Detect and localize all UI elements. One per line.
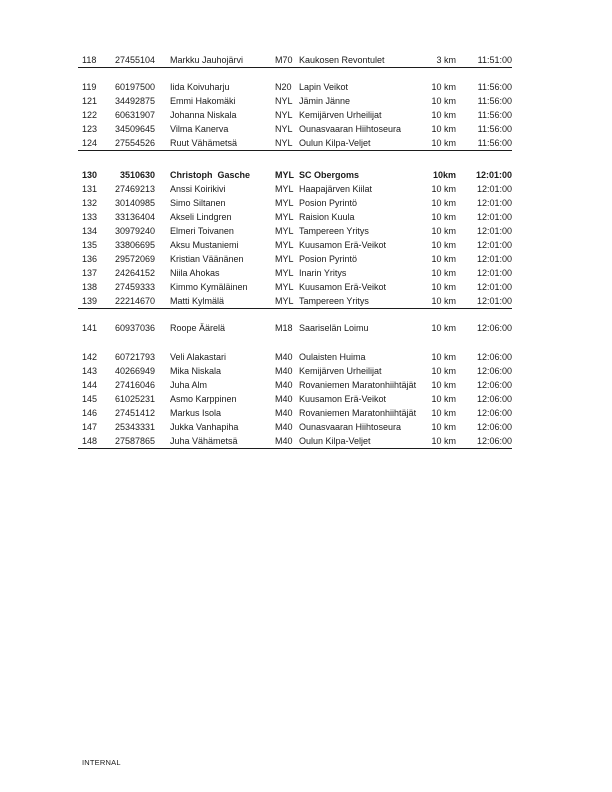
distance-cell: 10 km xyxy=(431,408,456,418)
bib-cell: 136 xyxy=(82,254,98,264)
club-cell: Tampereen Yritys xyxy=(299,296,369,306)
table-row xyxy=(78,406,512,420)
license-number-cell: 3510630 xyxy=(119,170,155,180)
athlete-name-cell: Markus Isola xyxy=(170,408,222,418)
table-row xyxy=(78,108,512,122)
athlete-name-cell: Niila Ahokas xyxy=(170,268,220,278)
category-cell: MYL xyxy=(275,254,294,264)
license-number-cell: 60937036 xyxy=(114,323,155,333)
category-cell: M18 xyxy=(275,323,293,333)
start-time-cell: 12:01:00 xyxy=(476,184,512,194)
distance-cell: 10 km xyxy=(431,96,456,106)
start-time-cell: 12:01:00 xyxy=(475,170,512,180)
bib-cell: 133 xyxy=(82,212,98,222)
club-cell: Rovaniemen Maratonhiihtäjät xyxy=(299,408,417,418)
bib-cell: 145 xyxy=(82,394,98,404)
athlete-name-cell: Kimmo Kymäläinen xyxy=(170,282,248,292)
athlete-name-cell: Elmeri Toivanen xyxy=(170,226,234,236)
distance-cell: 10 km xyxy=(431,282,456,292)
license-number-cell: 27469213 xyxy=(114,184,155,194)
athlete-name-cell: Veli Alakastari xyxy=(170,352,227,362)
club-cell: Lapin Veikot xyxy=(299,82,349,92)
table-row xyxy=(78,266,512,280)
table-row xyxy=(78,210,512,224)
table-row xyxy=(78,168,512,182)
athlete-name-cell: Markku Jauhojärvi xyxy=(170,55,244,65)
bib-cell: 131 xyxy=(82,184,98,194)
distance-cell: 10 km xyxy=(431,422,456,432)
bib-cell: 146 xyxy=(82,408,98,418)
category-cell: MYL xyxy=(275,212,294,222)
table-row xyxy=(78,434,512,448)
table-row xyxy=(78,364,512,378)
distance-cell: 10 km xyxy=(431,268,456,278)
table-row xyxy=(78,136,512,150)
athlete-name-cell: Simo Siltanen xyxy=(170,198,226,208)
license-number-cell: 29572069 xyxy=(114,254,155,264)
start-time-cell: 12:06:00 xyxy=(476,366,512,376)
club-cell: Kaukosen Revontulet xyxy=(299,55,385,65)
category-cell: MYL xyxy=(275,226,294,236)
category-cell: NYL xyxy=(275,96,293,106)
athlete-name-cell: Johanna Niskala xyxy=(170,110,237,120)
athlete-name-cell: Roope Äärelä xyxy=(170,323,226,333)
distance-cell: 10 km xyxy=(431,296,456,306)
license-number-cell: 27451412 xyxy=(114,408,155,418)
category-cell: M70 xyxy=(275,55,293,65)
distance-cell: 10 km xyxy=(431,226,456,236)
athlete-name-cell: Juha Alm xyxy=(170,380,208,390)
distance-cell: 10 km xyxy=(431,184,456,194)
club-cell: Jämin Jänne xyxy=(299,96,351,106)
club-cell: Ounasvaaran Hiihtoseura xyxy=(299,422,402,432)
distance-cell: 10 km xyxy=(431,394,456,404)
table-row xyxy=(78,196,512,210)
bib-cell: 148 xyxy=(82,436,98,446)
start-time-cell: 12:01:00 xyxy=(476,198,512,208)
start-time-cell: 12:01:00 xyxy=(476,240,512,250)
distance-cell: 10 km xyxy=(431,198,456,208)
category-cell: MYL xyxy=(275,296,294,306)
start-group xyxy=(78,53,512,68)
license-number-cell: 60631907 xyxy=(114,110,155,120)
athlete-name-cell: Asmo Karppinen xyxy=(170,394,237,404)
start-time-cell: 11:56:00 xyxy=(477,82,512,92)
distance-cell: 10km xyxy=(432,170,456,180)
start-time-cell: 12:06:00 xyxy=(476,436,512,446)
athlete-name-cell: Mika Niskala xyxy=(170,366,222,376)
club-cell: Kuusamon Erä-Veikot xyxy=(299,394,387,404)
start-time-cell: 12:06:00 xyxy=(476,394,512,404)
club-cell: Kemijärven Urheilijat xyxy=(299,366,382,376)
category-cell: M40 xyxy=(275,394,293,404)
start-group xyxy=(78,321,512,335)
table-row xyxy=(78,252,512,266)
athlete-name-cell: Emmi Hakomäki xyxy=(170,96,236,106)
bib-cell: 147 xyxy=(82,422,98,432)
category-cell: NYL xyxy=(275,138,293,148)
start-time-cell: 12:01:00 xyxy=(476,282,512,292)
category-cell: MYL xyxy=(275,268,294,278)
table-row xyxy=(78,294,512,308)
category-cell: NYL xyxy=(275,110,293,120)
table-row xyxy=(78,224,512,238)
license-number-cell: 27455104 xyxy=(114,55,155,65)
license-number-cell: 27587865 xyxy=(114,436,155,446)
distance-cell: 10 km xyxy=(431,352,456,362)
license-number-cell: 27554526 xyxy=(114,138,155,148)
license-number-cell: 33806695 xyxy=(114,240,155,250)
start-time-cell: 11:56:00 xyxy=(477,110,512,120)
club-cell: Oulaisten Huima xyxy=(299,352,366,362)
start-time-cell: 12:01:00 xyxy=(476,254,512,264)
start-time-cell: 12:01:00 xyxy=(476,226,512,236)
license-number-cell: 22214670 xyxy=(114,296,155,306)
bib-cell: 121 xyxy=(82,96,98,106)
athlete-name-cell: Juha Vähämetsä xyxy=(170,436,238,446)
start-group xyxy=(78,80,512,151)
bib-cell: 141 xyxy=(82,323,98,333)
start-time-cell: 11:51:00 xyxy=(477,55,512,65)
club-cell: SC Obergoms xyxy=(299,170,360,180)
club-cell: Saariselän Loimu xyxy=(299,323,369,333)
start-time-cell: 12:06:00 xyxy=(476,422,512,432)
category-cell: M40 xyxy=(275,380,293,390)
start-time-cell: 12:06:00 xyxy=(476,323,512,333)
bib-cell: 122 xyxy=(82,110,98,120)
distance-cell: 10 km xyxy=(431,436,456,446)
category-cell: MYL xyxy=(275,198,294,208)
bib-cell: 138 xyxy=(82,282,98,292)
bib-cell: 118 xyxy=(82,55,97,65)
distance-cell: 10 km xyxy=(431,366,456,376)
distance-cell: 10 km xyxy=(431,380,456,390)
athlete-name-cell: Christoph Gasche xyxy=(170,170,251,180)
bib-cell: 137 xyxy=(82,268,98,278)
start-time-cell: 11:56:00 xyxy=(477,96,512,106)
start-time-cell: 12:06:00 xyxy=(476,408,512,418)
license-number-cell: 27459333 xyxy=(114,282,155,292)
distance-cell: 10 km xyxy=(431,82,456,92)
category-cell: MYL xyxy=(275,170,294,180)
footer-internal-label: INTERNAL xyxy=(82,758,121,767)
distance-cell: 3 km xyxy=(436,55,456,65)
distance-cell: 10 km xyxy=(431,124,456,134)
category-cell: N20 xyxy=(275,82,292,92)
club-cell: Posion Pyrintö xyxy=(299,254,358,264)
license-number-cell: 34492875 xyxy=(114,96,155,106)
license-number-cell: 30979240 xyxy=(114,226,155,236)
bib-cell: 134 xyxy=(82,226,98,236)
category-cell: M40 xyxy=(275,352,293,362)
category-cell: NYL xyxy=(275,124,293,134)
license-number-cell: 27416046 xyxy=(114,380,155,390)
distance-cell: 10 km xyxy=(431,110,456,120)
athlete-name-cell: Matti Kylmälä xyxy=(170,296,225,306)
club-cell: Inarin Yritys xyxy=(299,268,347,278)
club-cell: Kuusamon Erä-Veikot xyxy=(299,282,387,292)
table-row xyxy=(78,182,512,196)
license-number-cell: 33136404 xyxy=(114,212,155,222)
bib-cell: 143 xyxy=(82,366,98,376)
category-cell: M40 xyxy=(275,422,293,432)
license-number-cell: 24264152 xyxy=(114,268,155,278)
club-cell: Kemijärven Urheilijat xyxy=(299,110,382,120)
license-number-cell: 30140985 xyxy=(114,198,155,208)
category-cell: MYL xyxy=(275,184,294,194)
license-number-cell: 61025231 xyxy=(114,394,155,404)
table-row xyxy=(78,280,512,294)
distance-cell: 10 km xyxy=(431,212,456,222)
license-number-cell: 34509645 xyxy=(114,124,155,134)
athlete-name-cell: Kristian Väänänen xyxy=(170,254,244,264)
club-cell: Oulun Kilpa-Veljet xyxy=(299,138,371,148)
table-row xyxy=(78,378,512,392)
distance-cell: 10 km xyxy=(431,138,456,148)
table-row xyxy=(78,321,512,335)
bib-cell: 142 xyxy=(82,352,98,362)
category-cell: M40 xyxy=(275,436,293,446)
distance-cell: 10 km xyxy=(431,254,456,264)
bib-cell: 132 xyxy=(82,198,98,208)
table-row xyxy=(78,392,512,406)
start-time-cell: 11:56:00 xyxy=(477,124,512,134)
club-cell: Raision Kuula xyxy=(299,212,355,222)
athlete-name-cell: Ruut Vähämetsä xyxy=(170,138,238,148)
start-time-cell: 12:01:00 xyxy=(476,212,512,222)
category-cell: MYL xyxy=(275,282,294,292)
start-time-cell: 12:01:00 xyxy=(476,268,512,278)
start-list-table xyxy=(78,53,512,449)
table-row xyxy=(78,238,512,252)
bib-cell: 130 xyxy=(82,170,98,180)
athlete-name-cell: Aksu Mustaniemi xyxy=(170,240,239,250)
license-number-cell: 60197500 xyxy=(114,82,155,92)
start-time-cell: 11:56:00 xyxy=(477,138,512,148)
table-row xyxy=(78,80,512,94)
bib-cell: 139 xyxy=(82,296,98,306)
bib-cell: 124 xyxy=(82,138,98,148)
category-cell: MYL xyxy=(275,240,294,250)
bib-cell: 119 xyxy=(82,82,97,92)
category-cell: M40 xyxy=(275,366,293,376)
start-group xyxy=(78,168,512,309)
athlete-name-cell: Jukka Vanhapiha xyxy=(170,422,239,432)
club-cell: Rovaniemen Maratonhiihtäjät xyxy=(299,380,417,390)
club-cell: Haapajärven Kiilat xyxy=(299,184,373,194)
athlete-name-cell: Anssi Koirikivi xyxy=(170,184,226,194)
start-time-cell: 12:06:00 xyxy=(476,352,512,362)
club-cell: Ounasvaaran Hiihtoseura xyxy=(299,124,402,134)
bib-cell: 135 xyxy=(82,240,98,250)
table-row xyxy=(78,420,512,434)
license-number-cell: 25343331 xyxy=(114,422,155,432)
bib-cell: 144 xyxy=(82,380,98,390)
table-row xyxy=(78,94,512,108)
table-row xyxy=(78,53,512,67)
distance-cell: 10 km xyxy=(431,240,456,250)
club-cell: Kuusamon Erä-Veikot xyxy=(299,240,387,250)
club-cell: Tampereen Yritys xyxy=(299,226,369,236)
club-cell: Oulun Kilpa-Veljet xyxy=(299,436,371,446)
bib-cell: 123 xyxy=(82,124,98,134)
license-number-cell: 40266949 xyxy=(114,366,155,376)
start-time-cell: 12:01:00 xyxy=(476,296,512,306)
club-cell: Posion Pyrintö xyxy=(299,198,358,208)
distance-cell: 10 km xyxy=(431,323,456,333)
start-time-cell: 12:06:00 xyxy=(476,380,512,390)
license-number-cell: 60721793 xyxy=(114,352,155,362)
table-row xyxy=(78,122,512,136)
athlete-name-cell: Vilma Kanerva xyxy=(170,124,229,134)
category-cell: M40 xyxy=(275,408,293,418)
athlete-name-cell: Iida Koivuharju xyxy=(170,82,230,92)
table-row xyxy=(78,350,512,364)
start-group xyxy=(78,350,512,449)
athlete-name-cell: Akseli Lindgren xyxy=(170,212,232,222)
